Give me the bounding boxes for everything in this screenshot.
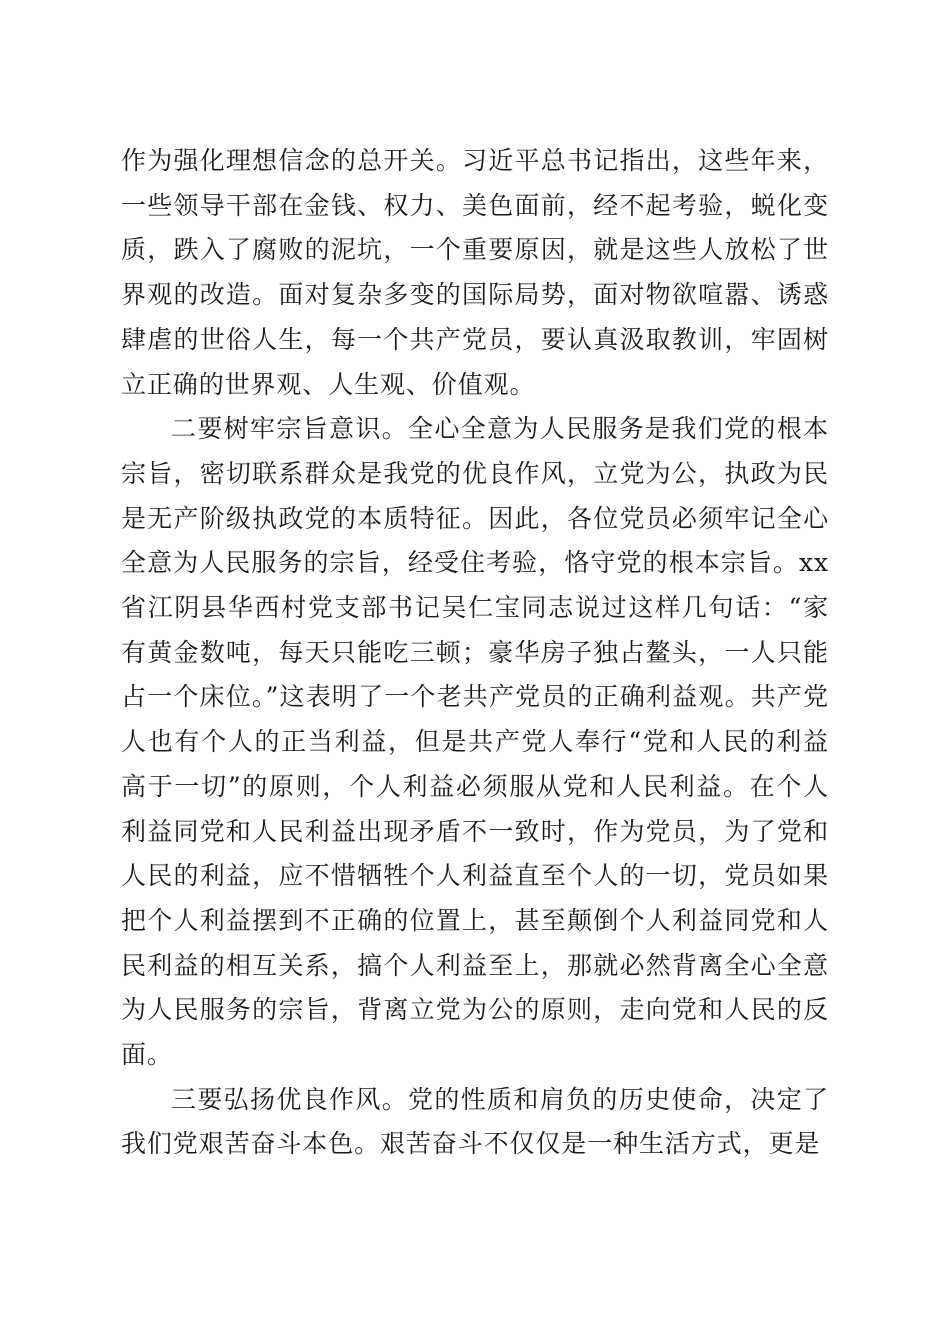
paragraph-2: 二要树牢宗旨意识。全心全意为人民服务是我们党的根本宗旨，密切联系群众是我党的优良作风，立党为公，执政为民是无产阶级执政党的本质特征。因此，各位党员必须牢记全心全意为人民服务的宗旨，经受住考验，恪守党的根本宗旨。xx省江阴县华西村党支部书记吴仁宝同志说过这样几句话：“家有黄金数吨，每天只能吃三顿；豪华房子独占鳌头，一人只能占一个床位。”这表明了一个老共产党员的正确利益观。共产党人也有个人的正当利益，但是共产党人奉行“党和人民的利益高于一切”的原则，个人利益必须服从党和人民利益。在个人利益同党和人民利益出现矛盾不一致时，作为党员，为了党和人民的利益，应不惜牺牲个人利益直至个人的一切，党员如果把个人利益摆到不正确的位置上，甚至颠倒个人利益同党和人民利益的相互关系，搞个人利益至上，那就必然背离全心全意为人民服务的宗旨，背离立党为公的原则，走向党和人民的反面。 bbox=[121, 414, 829, 1070]
paragraph-3: 三要弘扬优良作风。党的性质和肩负的历史使命，决定了我们党艰苦奋斗本色。艰苦奋斗不仅仅是一种生活方式，更是 bbox=[121, 1084, 829, 1159]
paragraph-1: 作为强化理想信念的总开关。习近平总书记指出，这些年来，一些领导干部在金钱、权力、美色面前，经不起考验，蜕化变质，跌入了腐败的泥坑，一个重要原因，就是这些人放松了世界观的改造。面对复杂多变的国际局势，面对物欲喧嚣、诱惑肆虐的世俗人生，每一个共产党员，要认真汲取教训，牢固树立正确的世界观、人生观、价值观。 bbox=[121, 146, 829, 399]
document-body bbox=[121, 139, 829, 1167]
